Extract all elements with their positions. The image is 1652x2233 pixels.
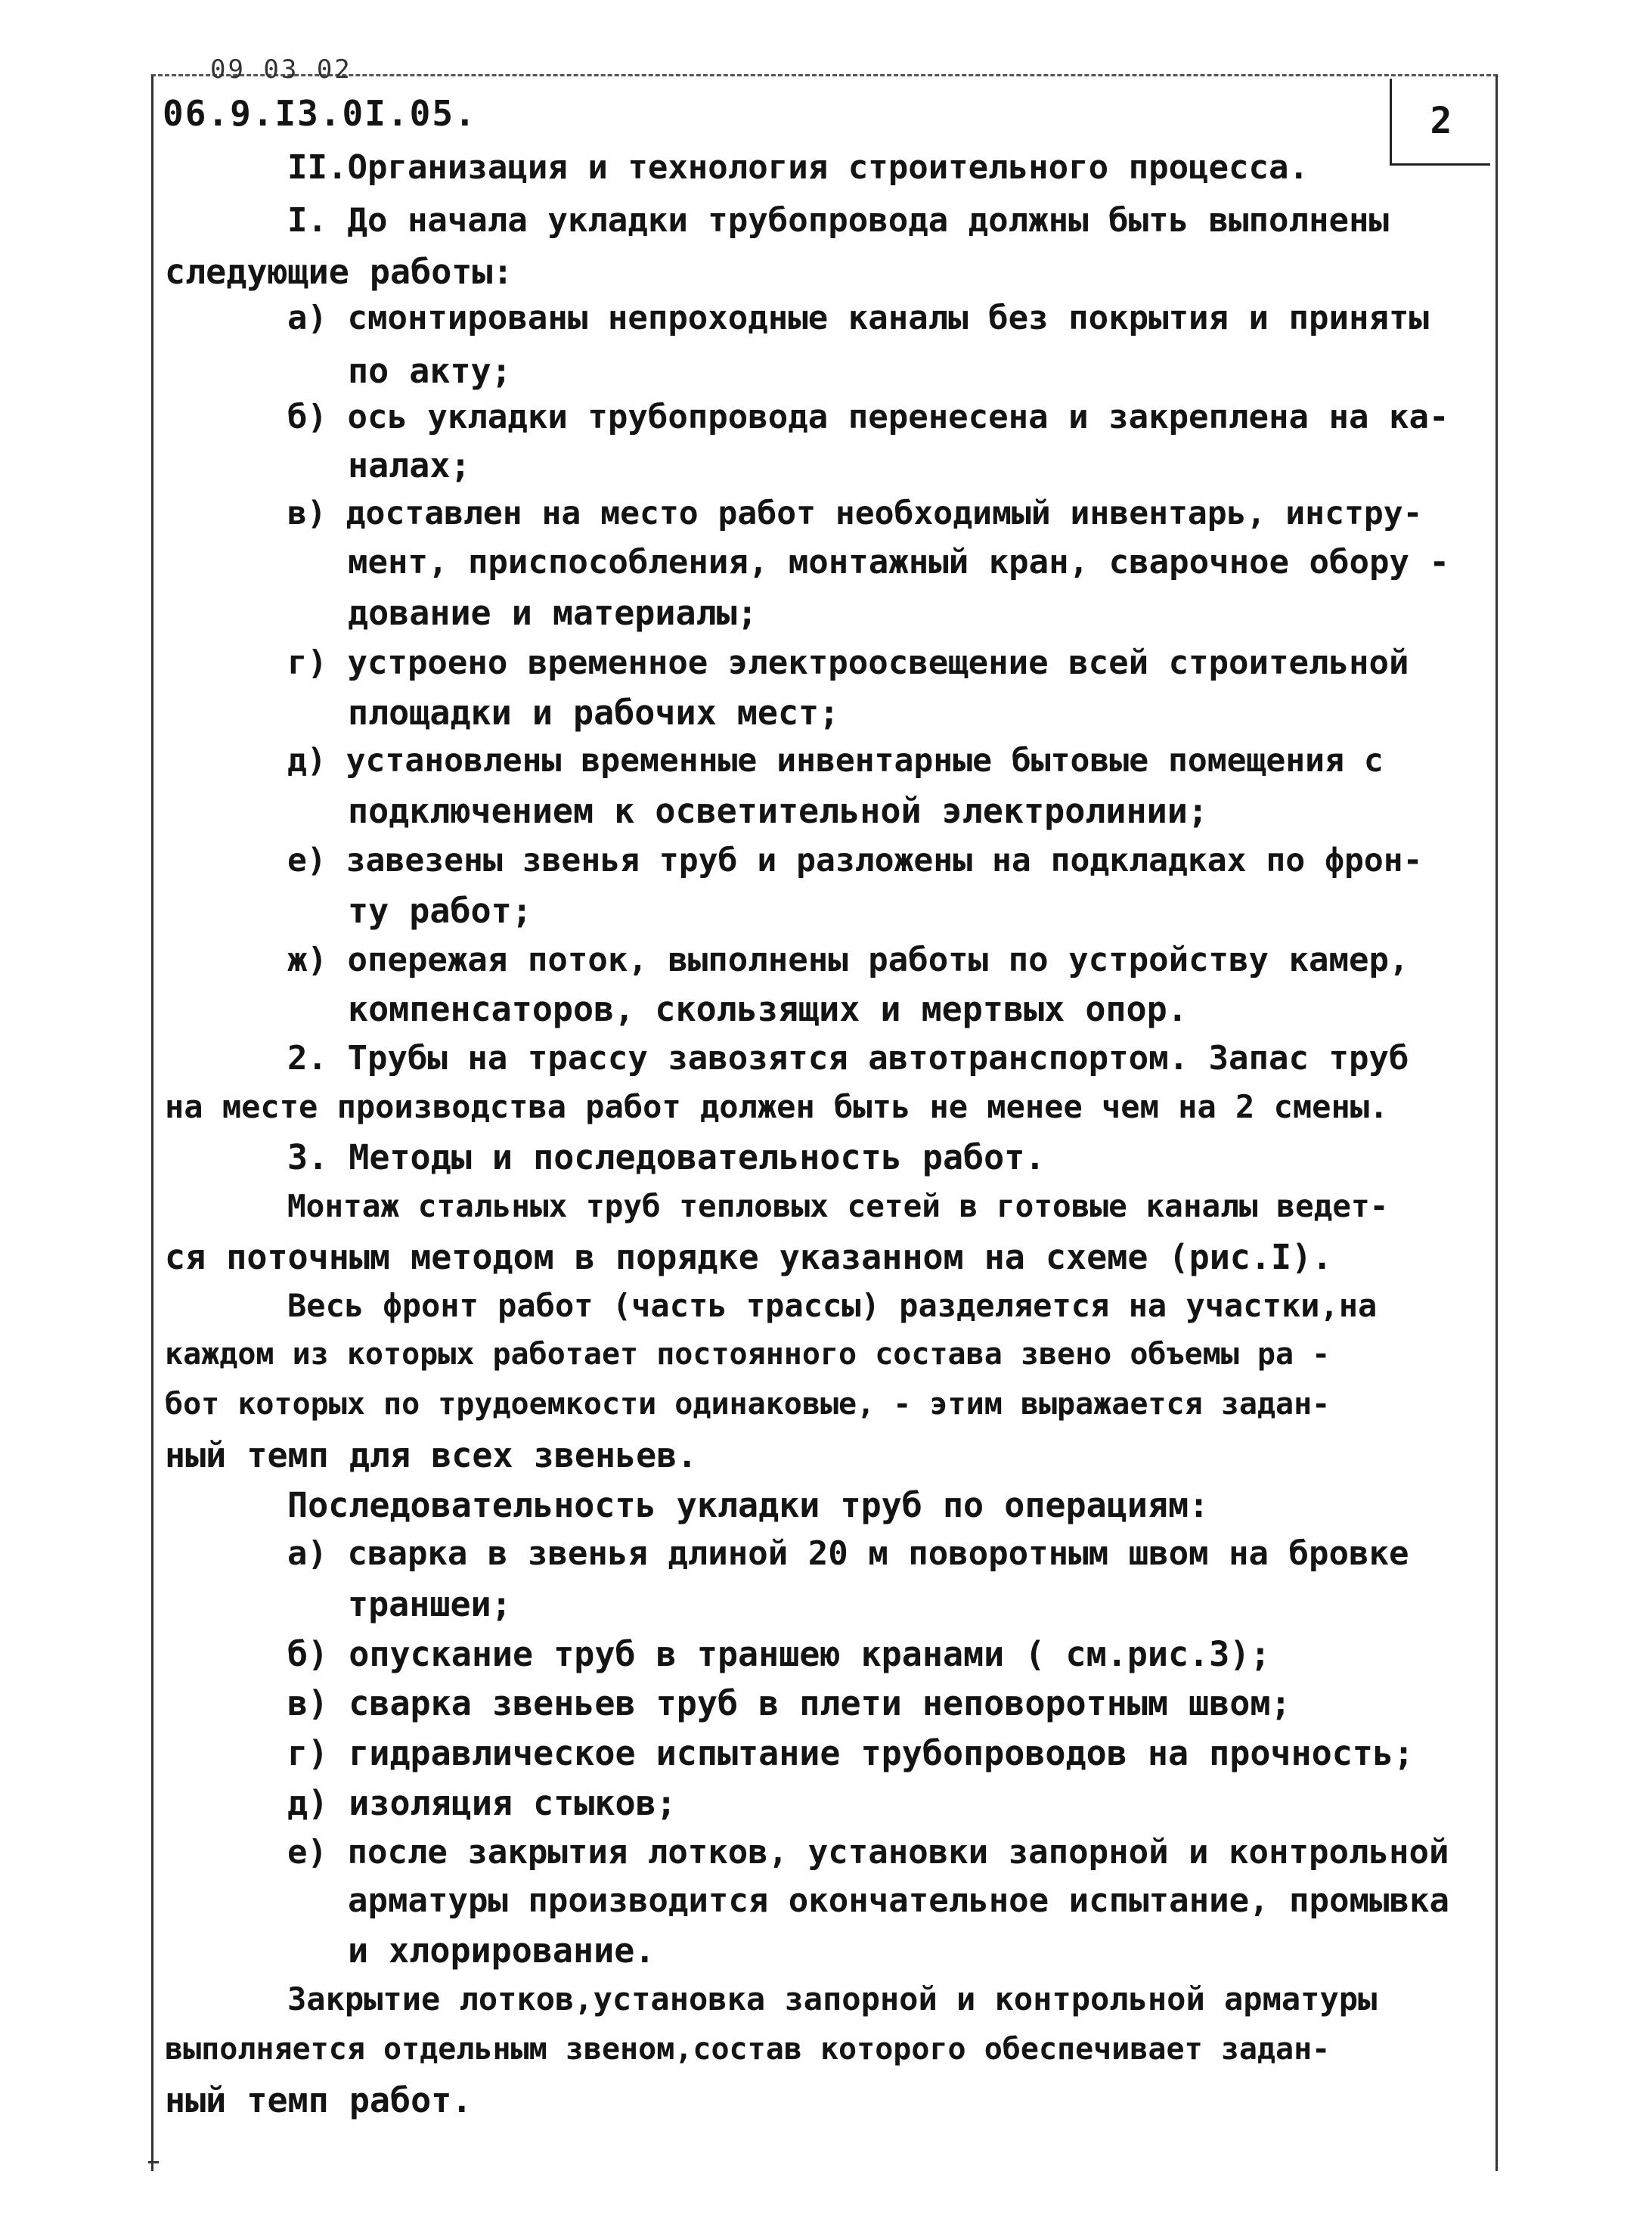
list-item-v: в) доставлен на место работ необходимый инвентарь, инстру- [287,495,1423,532]
list-item-continuation: подключением к осветительной электролинии; [348,791,1208,831]
list-item-g: г) устроено временное электроосвещение всей строительной [287,644,1409,682]
list-item-continuation: траншеи; [348,1584,512,1624]
list-item-continuation: мент, приспособления, монтажный кран, сварочное обору - [348,543,1449,582]
paragraph-line: бот которых по трудоемкости одинаковые, - этим выражается задан- [165,1387,1331,1422]
paragraph-line: 2. Трубы на трассу завозятся автотранспортом. Запас труб [287,1039,1409,1078]
paragraph-line: ный темп работ. [165,2080,473,2120]
operation-item-b: б) опускание труб в траншею кранами ( см.рис.3); [287,1634,1271,1674]
list-item-continuation: по акту; [348,351,512,391]
operation-item-g: г) гидравлическое испытание трубопроводов на прочность; [287,1733,1415,1773]
list-item-e: е) завезены звенья труб и разложены на подкладках по фрон- [287,842,1423,879]
document-code: 06.9.I3.0I.05. [163,93,477,134]
paragraph-line: следующие работы: [165,252,513,292]
paragraph-line: Последовательность укладки труб по операциям: [287,1485,1210,1525]
list-item-continuation: налах; [348,445,471,485]
list-item-continuation: и хлорирование. [348,1931,656,1971]
paragraph-line: ся поточным методом в порядке указанном на схеме (рис.I). [165,1237,1333,1277]
operation-item-v: в) сварка звеньев труб в плети неповоротным швом; [287,1683,1291,1723]
list-item-continuation: компенсаторов, скользящих и мертвых опор. [348,989,1188,1029]
paragraph-line: на месте производства работ должен быть не менее чем на 2 смены. [165,1088,1389,1125]
operation-item-a: а) сварка в звенья длиной 20 м поворотным швом на бровке [287,1534,1409,1573]
paragraph-line: Монтаж стальных труб тепловых сетей в готовые каналы ведет- [287,1188,1389,1224]
paragraph-line: выполняется отдельным звеном,состав которого обеспечивает задан- [165,2032,1331,2067]
operation-item-d: д) изоляция стыков; [287,1783,677,1823]
paragraph-line: Закрытие лотков,установка запорной и контрольной арматуры [287,1980,1378,2017]
list-item-continuation: арматуры производится окончательное испытание, промывка [348,1881,1449,1920]
paragraph-line: Весь фронт работ (часть трассы) разделяется на участки,на [287,1287,1378,1324]
archive-stamp-code: 09 03 02 [210,54,352,85]
paragraph-line: ный темп для всех звеньев. [165,1435,698,1475]
list-item-d: д) установлены временные инвентарные бытовые помещения с [287,742,1384,780]
page-number: 2 [1390,79,1490,166]
section-heading: II.Организация и технология строительного процесса. [287,148,1310,187]
paragraph-line: каждом из которых работает постоянного состава звено объемы ра - [165,1337,1331,1372]
list-item-continuation: ту работ; [348,891,532,931]
list-item-continuation: площадки и рабочих мест; [348,693,840,733]
paragraph-line: I. До начала укладки трубопровода должны быть выполнены [287,201,1389,240]
list-item-b: б) ось укладки трубопровода перенесена и закреплена на ка- [287,398,1449,436]
operation-item-e: е) после закрытия лотков, установки запорной и контрольной [287,1833,1449,1872]
list-item-a: а) смонтированы непроходные каналы без покрытия и приняты [287,299,1429,337]
list-item-continuation: дование и материалы; [348,593,758,633]
subsection-heading: 3. Методы и последовательность работ. [287,1137,1046,1177]
list-item-zh: ж) опережая поток, выполнены работы по устройству камер, [287,941,1409,979]
